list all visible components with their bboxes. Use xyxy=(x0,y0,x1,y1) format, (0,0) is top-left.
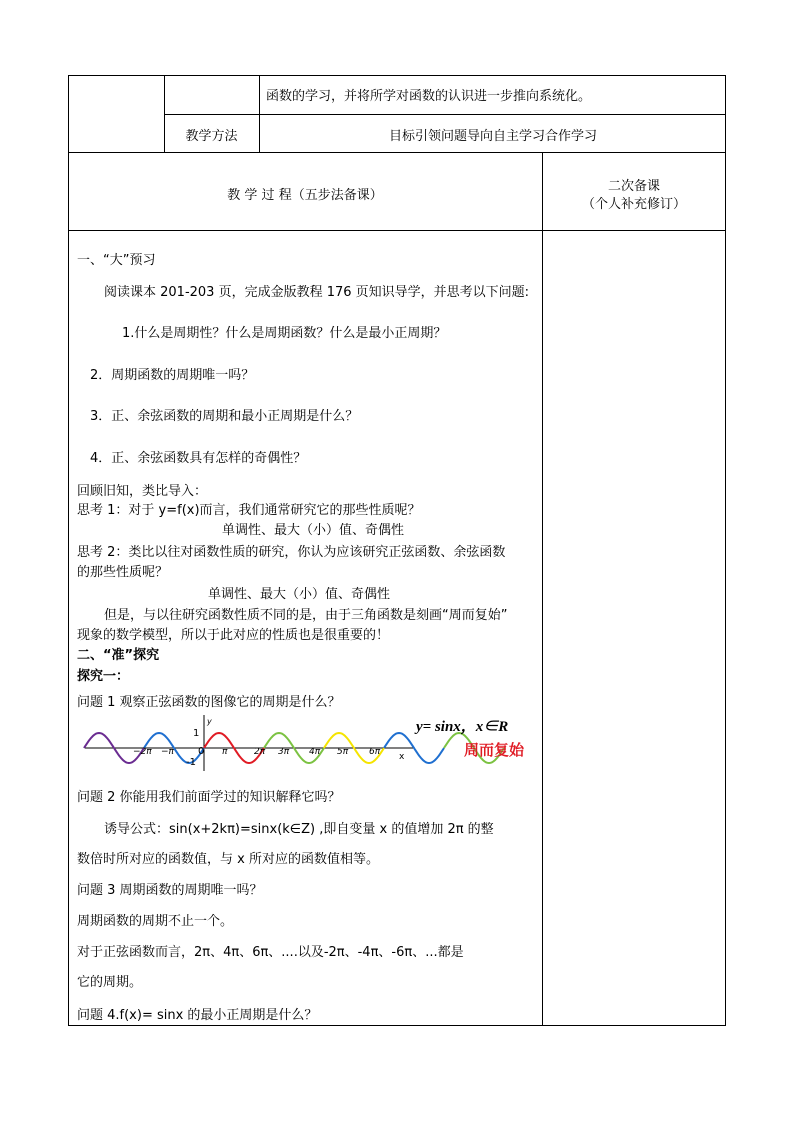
y-axis-label: y xyxy=(207,717,212,726)
tick-pi: π xyxy=(222,747,228,757)
side-title: 二次备课 xyxy=(607,179,660,194)
preview-question-3: 3．正、余弦函数的周期和最小正周期是什么？ xyxy=(90,409,359,424)
tick-negpi: −π xyxy=(161,747,174,757)
problem-4: 问题 4.f(x)= sinx 的最小正周期是什么？ xyxy=(77,1008,318,1023)
table-border-right xyxy=(725,75,726,1026)
section1-heading: 一、“大”预习 xyxy=(77,253,156,268)
graph-formula: y= sinx，x∈R xyxy=(416,719,509,735)
section2-heading: 二、“准”探究 xyxy=(77,648,160,663)
think-2b: 的那些性质呢？ xyxy=(77,565,169,580)
tick-zero: 0 xyxy=(198,746,205,757)
tick-neg-one: -1 xyxy=(186,757,196,768)
graph-caption: 周而复始 xyxy=(464,741,525,759)
process-title: 教 学 过 程（五步法备课） xyxy=(227,188,383,203)
intro-text: 函数的学习，并将所学对函数的认识进一步推向系统化。 xyxy=(266,89,592,104)
tick-2pi: 2π xyxy=(254,747,266,757)
col-divider-side xyxy=(542,152,543,1026)
method-label: 教学方法 xyxy=(185,129,238,144)
table-border-left xyxy=(68,75,69,1026)
note-a: 但是，与以往研究函数性质不同的是，由于三角函数是刻画“周而复始” xyxy=(104,608,508,623)
tick-3pi: 3π xyxy=(278,747,290,757)
tick-4pi: 4π xyxy=(309,747,321,757)
tick-one: 1 xyxy=(193,728,200,739)
preview-question-4: 4．正、余弦函数具有怎样的奇偶性？ xyxy=(90,451,307,466)
tick-neg2pi: −2π xyxy=(133,747,152,757)
method-value: 目标引领问题导向自主学习合作学习 xyxy=(388,129,597,144)
problem-3: 问题 3 周期函数的周期唯一吗？ xyxy=(77,883,263,898)
think-2a: 思考 2：类比以往对函数性质的研究，你认为应该研究正弦函数、余弦函数 xyxy=(77,545,506,560)
tick-6pi: 6π xyxy=(369,747,381,757)
problem-2: 问题 2 你能用我们前面学过的知识解释它吗？ xyxy=(77,790,341,805)
think-1: 思考 1：对于 y=f(x)而言，我们通常研究它的那些性质呢？ xyxy=(77,503,421,518)
row-divider-header xyxy=(68,152,726,153)
explore-label: 探究一： xyxy=(77,669,130,684)
reading-task: 阅读课本 201-203 页，完成金版教程 176 页知识导学，并思考以下问题: xyxy=(104,285,530,300)
sine-periods-a: 对于正弦函数而言，2π、4π、6π、....以及-2π、-4π、-6π、...都是 xyxy=(77,945,464,960)
x-axis-label: x xyxy=(399,752,405,762)
induction-formula-a: 诱导公式：sin(x+2kπ)=sinx(k∈Z) ,即自变量 x 的值增加 2π 的整 xyxy=(104,822,494,837)
review-intro: 回顾旧知，类比导入： xyxy=(77,484,208,499)
answer-1: 单调性、最大（小）值、奇偶性 xyxy=(222,523,405,538)
table-border-bottom xyxy=(68,1025,726,1026)
row-divider-method xyxy=(164,114,726,115)
sine-periods-b: 它的周期。 xyxy=(77,975,143,990)
tick-5pi: 5π xyxy=(337,747,349,757)
note-b: 现象的数学模型，所以于此对应的性质也是很重要的！ xyxy=(77,628,390,643)
side-subtitle: （个人补充修订） xyxy=(581,197,686,212)
problem-3-answer: 周期函数的周期不止一个。 xyxy=(77,914,234,929)
problem-1: 问题 1 观察正弦函数的图像它的周期是什么？ xyxy=(77,695,341,710)
induction-formula-b: 数倍时所对应的函数值，与 x 所对应的函数值相等。 xyxy=(77,852,379,867)
preview-question-1: 1.什么是周期性？什么是周期函数？什么是最小正周期？ xyxy=(122,326,447,341)
table-border-top xyxy=(68,75,726,76)
answer-2: 单调性、最大（小）值、奇偶性 xyxy=(208,587,391,602)
preview-question-2: 2．周期函数的周期唯一吗？ xyxy=(90,368,255,383)
row-divider-process xyxy=(68,230,726,231)
